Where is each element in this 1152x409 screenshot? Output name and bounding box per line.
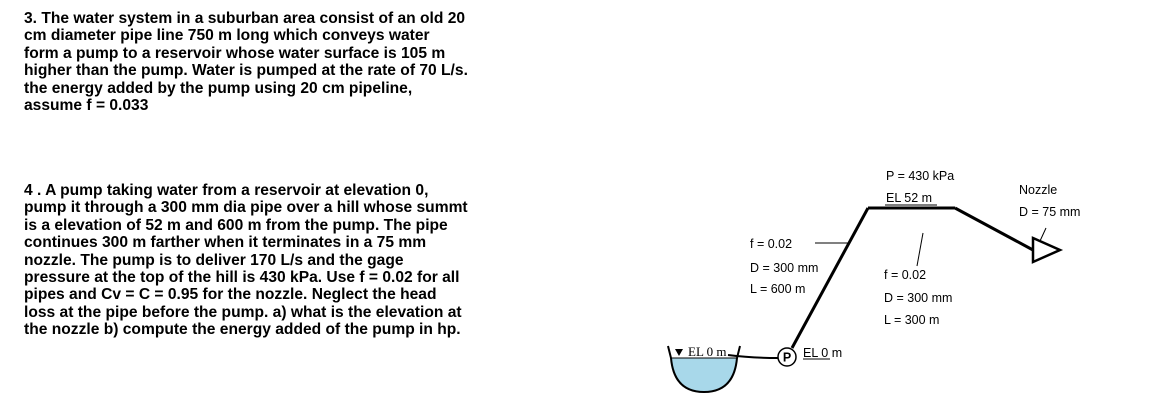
pump-elevation-label: EL 0 m xyxy=(803,346,843,360)
nozzle-pointer xyxy=(1040,228,1046,241)
problem-3-text: 3. The water system in a suburban area consist of an old 20 cm diameter pipe line 750 m long which conveys water form a pump to a reservoir whose water surface is 105 m higher than the pump. Water is pumped at the rate of 70 L/s. the energy added by the pump using 20 cm pipeline, assume f = 0.033 xyxy=(24,10,468,115)
water-level-triangle-icon xyxy=(675,349,683,356)
pipe2-label-pointer xyxy=(917,233,923,266)
nozzle-diameter: D = 75 mm xyxy=(1019,205,1081,219)
reservoir-elevation-label: EL 0 m xyxy=(688,344,727,359)
pipe1-diameter-label: D = 300 mm xyxy=(750,261,819,275)
summit-pressure-label: P = 430 kPa xyxy=(886,169,955,183)
nozzle-title: Nozzle xyxy=(1019,183,1058,197)
pipe1-length-label: L = 600 m xyxy=(750,282,806,296)
pipe2-friction-label: f = 0.02 xyxy=(884,268,927,282)
nozzle-arrow-icon xyxy=(1033,238,1060,262)
summit-elevation-label: EL 52 m xyxy=(886,191,933,205)
pipe2-length-label: L = 300 m xyxy=(884,313,940,327)
problem-4-text: 4 . A pump taking water from a reservoir at elevation 0, pump it through a 300 mm dia pipe over a hill whose summt is a elevation of 52 m and 600 m from the pump. The pipe continues 300 m farther when it terminates in a 75 mm nozzle. The pump is to deliver 170 L/s and the gage pressure at the top of the hill is 430 kPa. Use f = 0.02 for all pipes and Cv = C = 0.95 for the nozzle. Neglect the head loss at the pipe before the pump. a) what is the elevation at the nozzle b) compute the energy added of the pump in hp. xyxy=(24,182,468,339)
pump-symbol: P xyxy=(782,350,792,365)
pipe1-friction-label: f = 0.02 xyxy=(750,237,793,251)
reservoir-water xyxy=(671,358,737,392)
pipe2-diameter-label: D = 300 mm xyxy=(884,291,953,305)
pipe-pump-to-summit xyxy=(792,208,868,348)
